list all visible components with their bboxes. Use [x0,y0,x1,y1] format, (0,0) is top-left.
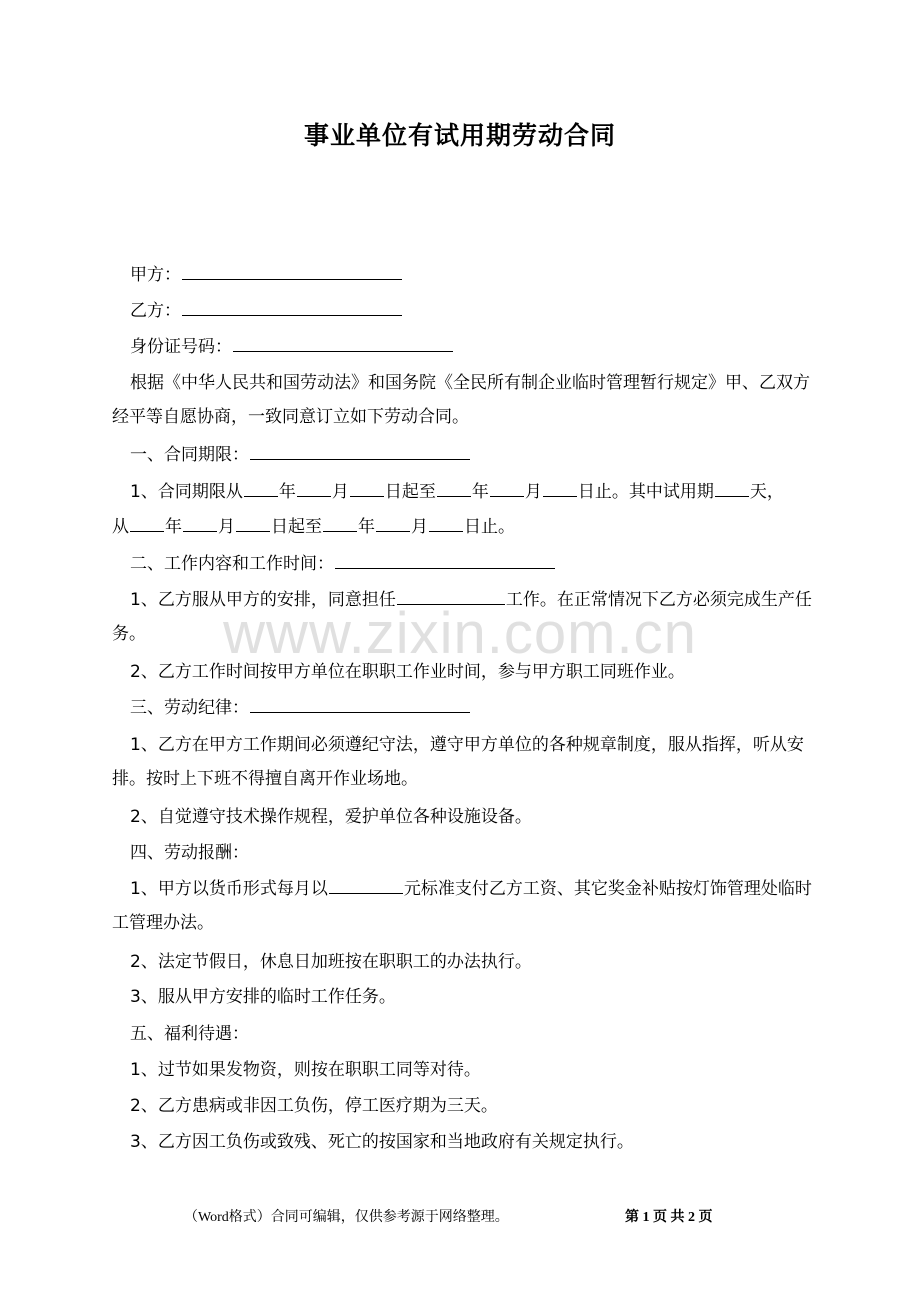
watermark: www.zixin.com.cn [223,601,697,666]
footer-note: （Word格式）合同可编辑，仅供参考源于网络整理。 [184,1210,509,1225]
section-2-item-1 [112,583,822,651]
start-label: 日起至 [384,482,436,502]
end-label: 日止。 [464,517,515,537]
wage-text-b: 元标准支付乙方工资、其它奖金补贴按灯饰管理处临时工管理办法。 [112,879,812,933]
probation-start-month-blank[interactable] [183,511,217,532]
from-label: 从 [112,517,129,537]
job-title-blank[interactable] [397,584,505,605]
probation-end-year-blank[interactable] [323,511,357,532]
year-label: 年 [165,517,182,537]
year-label: 年 [471,482,489,502]
party-a-blank[interactable] [182,259,402,280]
probation-end-day-blank[interactable] [429,511,463,532]
job-text-b: 工作。在正常情况下乙方必须完成生产任务。 [112,590,812,644]
end-year-blank[interactable] [437,476,471,497]
party-b-label: 乙方： [130,301,181,321]
section-4-title: 四、劳动报酬： [130,843,249,863]
page-suffix: 页 [698,1210,713,1225]
party-a-line [112,258,822,292]
section-5-item-3: 3、乙方因工负伤或致残、死亡的按国家和当地政府有关规定执行。 [130,1132,634,1152]
start-year-blank[interactable] [244,476,278,497]
section-2-item-2: 2、乙方工作时间按甲方单位在职职工作业时间，参与甲方职工同班作业。 [130,662,685,682]
section-3-item-2: 2、自觉遵守技术操作规程，爱护单位各种设施设备。 [130,807,532,827]
section-3-title: 三、劳动纪律： [130,698,249,718]
probation-days-blank[interactable] [715,476,749,497]
section-1-title: 一、合同期限： [130,445,249,465]
end-month-blank[interactable] [490,476,524,497]
preamble: 根据《中华人民共和国劳动法》和国务院《全民所有制企业临时管理暂行规定》甲、乙双方经平等自愿协商，一致同意订立如下劳动合同。 [112,373,810,427]
probation-start-year-blank[interactable] [130,511,164,532]
term-line-2 [112,510,822,544]
term-line-1 [112,475,822,509]
page-current: 1 [642,1210,650,1225]
party-b-blank[interactable] [182,295,402,316]
section-3-line [112,691,822,725]
section-4-item-3: 3、服从甲方安排的临时工作任务。 [130,987,396,1007]
year-label: 年 [358,517,375,537]
month-label: 月 [218,517,235,537]
probation-end-month-blank[interactable] [376,511,410,532]
id-number-label: 身份证号码： [130,337,232,357]
job-text-a: 1、乙方服从甲方的安排，同意担任 [130,590,396,610]
start-label: 日起至 [271,517,322,537]
section-2-blank[interactable] [335,548,555,569]
page-indicator [625,1206,713,1226]
id-number-line [112,330,822,364]
page-mid: 页 共 [653,1210,685,1225]
wage-amount-blank[interactable] [329,873,403,894]
section-4-item-1 [112,872,822,940]
probation-start-day-blank[interactable] [236,511,270,532]
page-prefix: 第 [625,1210,639,1225]
page-total: 2 [688,1210,695,1225]
year-label: 年 [278,482,296,502]
section-3-blank[interactable] [250,692,470,713]
section-2-title: 二、工作内容和工作时间： [130,554,334,574]
section-1-line [112,438,822,472]
month-label: 月 [411,517,428,537]
section-4-item-2: 2、法定节假日，休息日加班按在职职工的办法执行。 [130,952,532,972]
month-label: 月 [524,482,542,502]
wage-text-a: 1、甲方以货币形式每月以 [130,879,328,899]
section-5-item-2: 2、乙方患病或非因工负伤，停工医疗期为三天。 [130,1096,498,1116]
section-3-item-1: 1、乙方在甲方工作期间必须遵纪守法，遵守甲方单位的各种规章制度，服从指挥，听从安排。按时上下班不得擅自离开作业场地。 [112,735,804,789]
section-1-blank[interactable] [250,439,470,460]
section-5-title: 五、福利待遇： [130,1024,249,1044]
day-label: 天， [749,482,784,502]
term-text: 1、合同期限从 [130,482,243,502]
start-month-blank[interactable] [297,476,331,497]
probation-label: 日止。其中试用期 [577,482,714,502]
month-label: 月 [331,482,349,502]
end-day-blank[interactable] [543,476,577,497]
section-2-line [112,547,822,581]
document-title: 事业单位有试用期劳动合同 [303,121,616,150]
start-day-blank[interactable] [350,476,384,497]
section-5-item-1: 1、过节如果发物资，则按在职职工同等对待。 [130,1060,481,1080]
party-a-label: 甲方： [130,265,181,285]
id-number-blank[interactable] [233,331,453,352]
party-b-line [112,294,822,328]
